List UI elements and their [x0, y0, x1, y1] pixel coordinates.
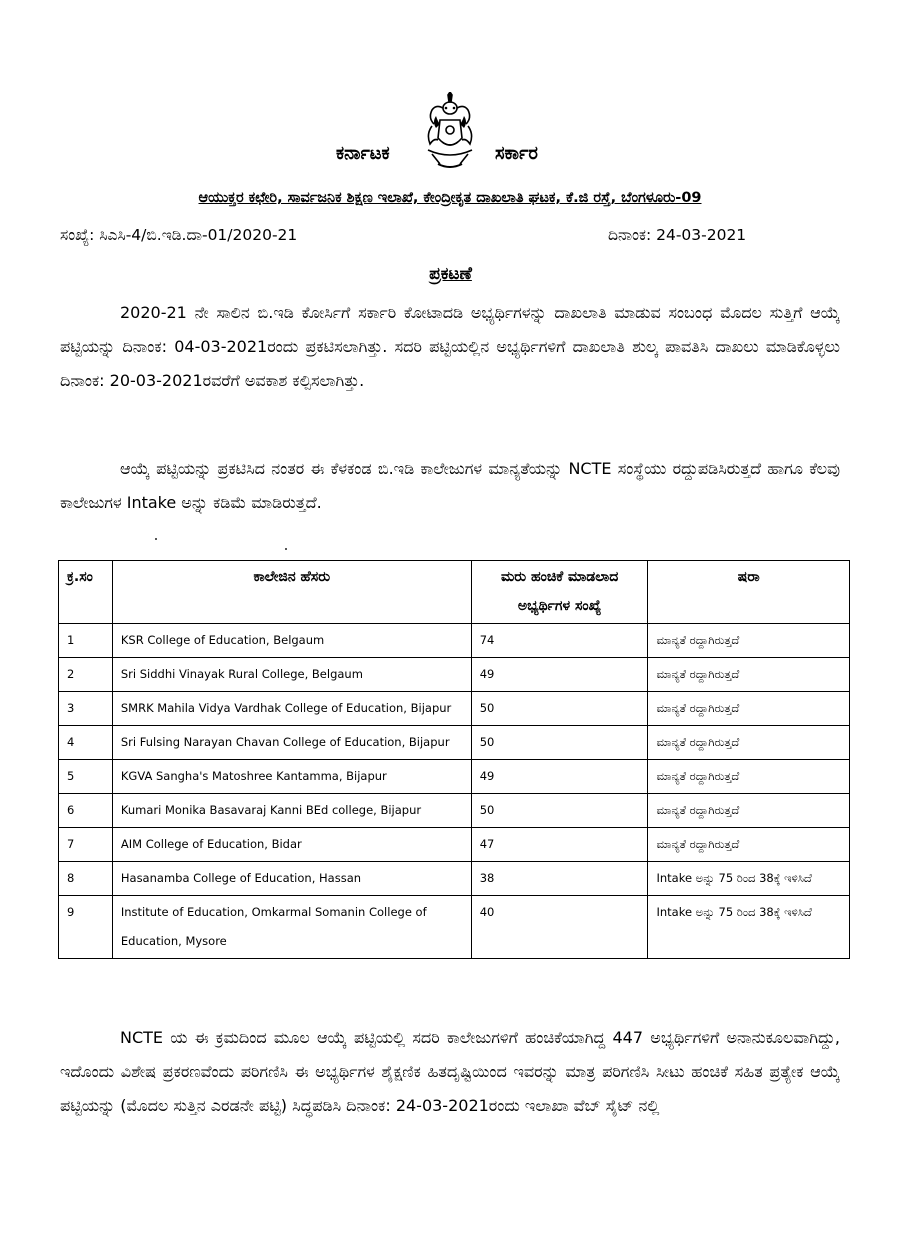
cell-serial: 9 [59, 896, 113, 959]
cell-remark: ಮಾನ್ಯತೆ ರದ್ದಾಗಿರುತ್ತದೆ [648, 794, 850, 828]
cell-college: AIM College of Education, Bidar [112, 828, 471, 862]
table-row [59, 726, 850, 760]
header-reallocation-count [471, 561, 648, 624]
cell-serial: 3 [59, 692, 113, 726]
cell-serial: 7 [59, 828, 113, 862]
table-row [59, 692, 850, 726]
header-reallocation-line1: ಮರು ಹಂಚಿಕೆ ಮಾಡಲಾದ [500, 569, 619, 585]
cell-count: 49 [471, 658, 648, 692]
cell-college: Hasanamba College of Education, Hassan [112, 862, 471, 896]
paragraph-special-list: NCTE ಯ ಈ ಕ್ರಮದಿಂದ ಮೂಲ ಆಯ್ಕೆ ಪಟ್ಟಿಯಲ್ಲಿ ಸದರಿ ಕಾಲೇಜುಗಳಿಗೆ ಹಂಚಿಕೆಯಾಗಿದ್ದ 447 ಅಭ್ಯರ್ಥಿಗಳಿಗೆ ಅನಾನುಕೂಲವಾಗಿದ್ದು, ಇದೊಂದು ವಿಶೇಷ ಪ್ರಕರಣವೆಂದು ಪರಿಗಣಿಸಿ ಈ ಅಭ್ಯರ್ಥಿಗಳ ಶೈಕ್ಷಣಿಕ ಹಿತದೃಷ್ಟಿಯಿಂದ ಇವರನ್ನು ಮಾತ್ರ ಪರಿಗಣಿಸಿ ಸೀಟು ಹಂಚಿಕೆ ಸಹಿತ ಪ್ರತ್ಯೇಕ ಆಯ್ಕೆ ಪಟ್ಟಿಯನ್ನು (ಮೊದಲ ಸುತ್ತಿನ ಎರಡನೇ ಪಟ್ಟಿ) ಸಿದ್ಧಪಡಿಸಿ ದಿನಾಂಕ: 24-03-2021ರಂದು ಇಲಾಖಾ ವೆಬ್ ಸೈಟ್ ನಲ್ಲಿ [60, 1028, 840, 1115]
cell-count: 38 [471, 862, 648, 896]
table-row [59, 828, 850, 862]
header-college-name: ಕಾಲೇಜಿನ ಹೆಸರು [112, 561, 471, 624]
stray-mark [285, 548, 287, 550]
reference-number: ಸಂಖ್ಯೆ: ಸಿಎಸಿ-4/ಬಿ.ಇಡಿ.ದಾ-01/2020-21 [60, 226, 298, 244]
cell-remark: ಮಾನ್ಯತೆ ರದ್ದಾಗಿರುತ್ತದೆ [648, 760, 850, 794]
header-reallocation-line2: ಅಭ್ಯರ್ಥಿಗಳ ಸಂಖ್ಯೆ [517, 598, 602, 614]
cell-count: 40 [471, 896, 648, 959]
cell-count: 50 [471, 726, 648, 760]
paragraph-ncte-action: ಆಯ್ಕೆ ಪಟ್ಟಿಯನ್ನು ಪ್ರಕಟಿಸಿದ ನಂತರ ಈ ಕೆಳಕಂಡ ಬಿ.ಇಡಿ ಕಾಲೇಜುಗಳ ಮಾನ್ಯತೆಯನ್ನು NCTE ಸಂಸ್ಥೆಯು ರದ್ದುಪಡಿಸಿರುತ್ತದೆ ಹಾಗೂ ಕೆಲವು ಕಾಲೇಜುಗಳ Intake ಅನ್ನು ಕಡಿಮೆ ಮಾಡಿರುತ್ತದೆ. [60, 459, 840, 512]
government-label-left: ಕರ್ನಾಟಕ [336, 143, 390, 164]
table-row [59, 624, 850, 658]
cell-count: 74 [471, 624, 648, 658]
table-row [59, 658, 850, 692]
cell-serial: 8 [59, 862, 113, 896]
office-address: ಆಯುಕ್ತರ ಕಛೇರಿ, ಸಾರ್ವಜನಿಕ ಶಿಕ್ಷಣ ಇಲಾಖೆ, ಕೇಂದ್ರೀಕೃತ ದಾಖಲಾತಿ ಘಟಕ, ಕೆ.ಜಿ ರಸ್ತೆ, ಬೆಂಗಳೂರು-09 [198, 190, 702, 206]
cell-count: 50 [471, 692, 648, 726]
government-label-right: ಸರ್ಕಾರ [495, 143, 538, 164]
cell-remark: ಮಾನ್ಯತೆ ರದ್ದಾಗಿರುತ್ತದೆ [648, 692, 850, 726]
table-header-row [59, 561, 850, 624]
header-serial: ಕ್ರ.ಸಂ [59, 561, 113, 624]
stray-mark [155, 538, 157, 540]
cell-remark: ಮಾನ್ಯತೆ ರದ್ದಾಗಿರುತ್ತದೆ [648, 658, 850, 692]
cell-serial: 6 [59, 794, 113, 828]
college-table [58, 560, 850, 959]
cell-college: KSR College of Education, Belgaum [112, 624, 471, 658]
paragraph-intro: 2020-21 ನೇ ಸಾಲಿನ ಬಿ.ಇಡಿ ಕೋರ್ಸಿಗೆ ಸರ್ಕಾರಿ ಕೋಟಾದಡಿ ಅಭ್ಯರ್ಥಿಗಳನ್ನು ದಾಖಲಾತಿ ಮಾಡುವ ಸಂಬಂಧ ಮೊದಲ ಸುತ್ತಿಗೆ ಆಯ್ಕೆ ಪಟ್ಟಿಯನ್ನು ದಿನಾಂಕ: 04-03-2021ರಂದು ಪ್ರಕಟಿಸಲಾಗಿತ್ತು. ಸದರಿ ಪಟ್ಟಿಯಲ್ಲಿನ ಅಭ್ಯರ್ಥಿಗಳಿಗೆ ದಾಖಲಾತಿ ಶುಲ್ಕ ಪಾವತಿಸಿ ದಾಖಲು ಮಾಡಿಕೊಳ್ಳಲು ದಿನಾಂಕ: 20-03-2021ರವರೆಗೆ ಅವಕಾಶ ಕಲ್ಪಿಸಲಾಗಿತ್ತು. [60, 303, 840, 390]
cell-remark: Intake ಅನ್ನು 75 ರಿಂದ 38ಕ್ಕೆ ಇಳಿಸಿದೆ [648, 896, 850, 959]
cell-college: Sri Siddhi Vinayak Rural College, Belgaum [112, 658, 471, 692]
cell-remark: ಮಾನ್ಯತೆ ರದ್ದಾಗಿರುತ್ತದೆ [648, 624, 850, 658]
cell-college: KGVA Sangha's Matoshree Kantamma, Bijapur [112, 760, 471, 794]
cell-remark: ಮಾನ್ಯತೆ ರದ್ದಾಗಿರುತ್ತದೆ [648, 726, 850, 760]
cell-count: 49 [471, 760, 648, 794]
cell-college: Kumari Monika Basavaraj Kanni BEd college, Bijapur [112, 794, 471, 828]
karnataka-emblem [418, 92, 482, 172]
cell-serial: 4 [59, 726, 113, 760]
cell-remark: Intake ಅನ್ನು 75 ರಿಂದ 38ಕ್ಕೆ ಇಳಿಸಿದೆ [648, 862, 850, 896]
cell-college: SMRK Mahila Vidya Vardhak College of Education, Bijapur [112, 692, 471, 726]
table-row [59, 862, 850, 896]
cell-serial: 1 [59, 624, 113, 658]
table-row [59, 760, 850, 794]
cell-college: Institute of Education, Omkarmal Somanin College of Education, Mysore [112, 896, 471, 959]
page-title: ಪ್ರಕಟಣೆ [429, 264, 472, 284]
cell-count: 50 [471, 794, 648, 828]
cell-count: 47 [471, 828, 648, 862]
table-row [59, 794, 850, 828]
cell-remark: ಮಾನ್ಯತೆ ರದ್ದಾಗಿರುತ್ತದೆ [648, 828, 850, 862]
cell-serial: 2 [59, 658, 113, 692]
table-row [59, 896, 850, 959]
document-date: ದಿನಾಂಕ: 24-03-2021 [608, 226, 747, 244]
cell-college: Sri Fulsing Narayan Chavan College of Education, Bijapur [112, 726, 471, 760]
header-remarks: ಷರಾ [648, 561, 850, 624]
cell-serial: 5 [59, 760, 113, 794]
